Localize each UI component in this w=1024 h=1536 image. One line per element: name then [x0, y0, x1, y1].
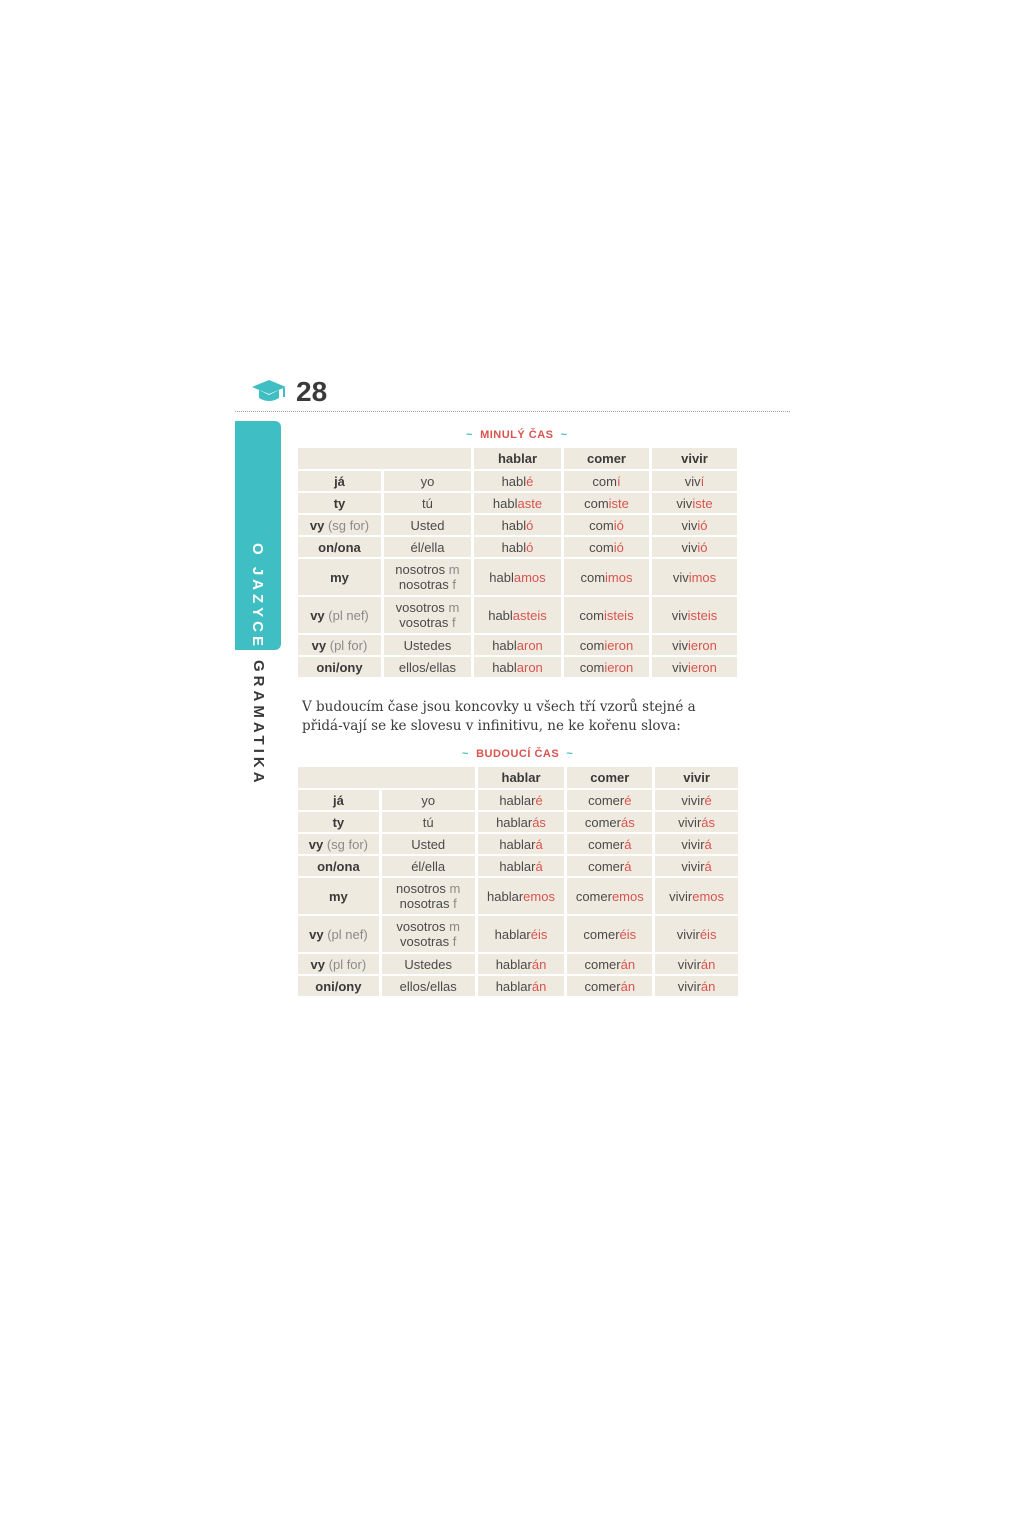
verb-stem: viv — [676, 495, 693, 511]
verb-ending: á — [624, 858, 632, 874]
spanish-pronoun: Usted — [411, 836, 446, 852]
verb-form-cell — [564, 493, 649, 513]
usage-note: (pl for) — [329, 637, 368, 653]
verb-form-cell — [655, 834, 738, 854]
verb-ending: ió — [697, 517, 708, 533]
czech-pronoun-cell — [298, 976, 379, 996]
verb-form-cell — [652, 635, 737, 655]
verb-form-cell — [564, 635, 649, 655]
table-row — [298, 976, 738, 996]
verb-ending: amos — [513, 569, 546, 585]
czech-pronoun-cell — [298, 856, 379, 876]
verb-ending: ió — [697, 539, 708, 555]
verb-ending: isteis — [687, 607, 718, 623]
verb-ending: aron — [516, 637, 543, 653]
table-row — [298, 916, 738, 952]
verb-form-cell — [567, 916, 652, 952]
gender-marker: f — [452, 577, 457, 592]
verb-form-cell — [474, 635, 561, 655]
spanish-pronoun: nosotras — [399, 896, 450, 911]
spanish-pronoun: él/ella — [410, 539, 445, 555]
spanish-pronoun-cell — [382, 916, 475, 952]
verb-stem: hablar — [495, 956, 532, 972]
verb-stem: com — [579, 637, 605, 653]
czech-pronoun: on/ona — [317, 858, 360, 874]
verb-stem: viv — [684, 473, 701, 489]
verb-form-cell — [652, 597, 737, 633]
spanish-pronoun: él/ella — [411, 858, 446, 874]
table-row — [298, 954, 738, 974]
verb-form-cell — [655, 856, 738, 876]
czech-pronoun: oni/ony — [315, 978, 362, 994]
verb-stem: vivir — [677, 978, 701, 994]
verb-stem: com — [589, 517, 614, 533]
table-row — [298, 790, 738, 810]
verb-ending: án — [620, 956, 636, 972]
graduation-cap-icon — [251, 378, 287, 404]
gender-marker: m — [449, 881, 461, 896]
czech-pronoun: vy — [310, 956, 326, 972]
czech-pronoun-cell — [298, 878, 379, 914]
verb-ending: ás — [620, 814, 635, 830]
table-row — [298, 812, 738, 832]
czech-pronoun-cell — [298, 954, 379, 974]
czech-pronoun: já — [332, 792, 344, 808]
spanish-pronoun-cell — [384, 515, 471, 535]
verb-stem: habl — [489, 569, 514, 585]
usage-note: (pl for) — [328, 956, 367, 972]
czech-pronoun: ty — [332, 814, 345, 830]
verb-header-cell: hablar — [474, 448, 561, 469]
verb-header-cell: vivir — [652, 448, 737, 469]
spanish-pronoun-cell — [384, 635, 471, 655]
verb-form-cell — [655, 916, 738, 952]
verb-form-cell — [655, 812, 738, 832]
verb-stem: habl — [501, 539, 527, 555]
spanish-pronoun-cell — [384, 597, 471, 633]
verb-stem: hablar — [499, 858, 536, 874]
verb-stem: com — [592, 473, 617, 489]
verb-ending: imos — [688, 569, 717, 585]
table-row — [298, 597, 737, 633]
verb-stem: viv — [671, 607, 688, 623]
verb-form-cell — [474, 597, 561, 633]
table-row — [298, 657, 737, 677]
verb-stem: comer — [584, 814, 621, 830]
gender-marker: f — [453, 896, 457, 911]
verb-stem: com — [584, 495, 609, 511]
spanish-pronoun: yo — [420, 473, 435, 489]
verb-form-cell — [567, 976, 652, 996]
verb-ending: ieron — [604, 637, 634, 653]
verb-stem: com — [579, 607, 604, 623]
verb-form-cell — [567, 856, 652, 876]
verb-header-cell: vivir — [655, 767, 738, 788]
spanish-pronoun-cell — [384, 471, 471, 491]
verb-form-cell — [564, 537, 649, 557]
spanish-pronoun-cell — [382, 954, 475, 974]
verb-ending: á — [535, 858, 543, 874]
czech-pronoun-cell — [298, 493, 381, 513]
verb-stem: viv — [672, 659, 688, 675]
verb-ending: éis — [699, 926, 717, 942]
czech-pronoun: já — [334, 473, 345, 489]
czech-pronoun-cell — [298, 790, 379, 810]
czech-pronoun-cell — [298, 657, 381, 677]
verb-ending: á — [535, 836, 543, 852]
verb-ending: í — [616, 473, 621, 489]
czech-pronoun-cell — [298, 597, 381, 633]
czech-pronoun-cell — [298, 834, 379, 854]
verb-form-cell — [478, 954, 565, 974]
verb-form-cell — [478, 812, 565, 832]
future-table-title: ~ BUDOUCÍ ČAS ~ — [462, 748, 574, 760]
verb-form-cell — [567, 834, 652, 854]
verb-stem: comer — [584, 978, 621, 994]
verb-ending: í — [700, 473, 705, 489]
spanish-pronoun: Ustedes — [403, 637, 452, 653]
verb-stem: comer — [588, 836, 625, 852]
verb-form-cell — [478, 878, 565, 914]
verb-ending: iste — [608, 495, 629, 511]
gender-marker: f — [452, 615, 456, 630]
verb-form-cell — [655, 878, 738, 914]
verb-stem: habl — [492, 659, 517, 675]
verb-stem: hablar — [499, 836, 536, 852]
verb-ending: éis — [619, 926, 637, 942]
table-row — [298, 471, 737, 491]
verb-stem: vivir — [681, 858, 705, 874]
future-tense-table — [295, 765, 741, 998]
spanish-pronoun: vosotros — [395, 600, 445, 615]
spanish-pronoun-cell — [384, 493, 471, 513]
verb-form-cell — [652, 537, 737, 557]
verb-ending: éis — [530, 926, 548, 942]
verb-ending: é — [526, 473, 534, 489]
verb-ending: ás — [532, 814, 546, 830]
verb-ending: ieron — [604, 659, 634, 675]
verb-form-cell — [655, 790, 738, 810]
verb-header-cell: comer — [564, 448, 649, 469]
czech-pronoun-cell — [298, 515, 381, 535]
verb-form-cell — [474, 493, 561, 513]
verb-ending: ieron — [687, 659, 717, 675]
verb-stem: comer — [583, 926, 620, 942]
spanish-pronoun-cell — [382, 812, 475, 832]
spanish-pronoun: Usted — [410, 517, 445, 533]
verb-ending: é — [704, 792, 712, 808]
verb-ending: ás — [701, 814, 716, 830]
verb-stem: vivir — [681, 836, 705, 852]
verb-form-cell — [478, 976, 565, 996]
table-header-row — [298, 448, 737, 469]
verb-header-cell: comer — [567, 767, 652, 788]
verb-form-cell — [478, 916, 565, 952]
verb-ending: aste — [517, 495, 543, 511]
verb-stem: hablar — [496, 814, 533, 830]
verb-stem: hablar — [487, 888, 524, 904]
verb-form-cell — [564, 597, 649, 633]
spanish-pronoun-cell — [382, 856, 475, 876]
czech-pronoun-cell — [298, 471, 381, 491]
verb-stem: viv — [672, 637, 688, 653]
header-empty-cell — [298, 448, 471, 469]
verb-ending: ieron — [687, 637, 717, 653]
verb-stem: com — [579, 659, 605, 675]
verb-form-cell — [567, 812, 652, 832]
verb-form-cell — [564, 657, 649, 677]
verb-stem: comer — [584, 956, 621, 972]
verb-form-cell — [652, 493, 737, 513]
spanish-pronoun: ellos/ellas — [399, 978, 457, 994]
verb-stem: hablar — [499, 792, 536, 808]
spanish-pronoun: nosotras — [398, 577, 449, 592]
section-tab-label: O JAZYCE — [249, 543, 266, 651]
czech-pronoun: vy — [309, 517, 325, 533]
verb-ending: emos — [523, 888, 555, 904]
czech-pronoun: on/ona — [318, 539, 361, 555]
verb-form-cell — [474, 537, 561, 557]
verb-ending: án — [700, 956, 716, 972]
czech-pronoun-cell — [298, 812, 379, 832]
verb-ending: isteis — [603, 607, 634, 623]
spanish-pronoun: tú — [422, 814, 434, 830]
verb-form-cell — [567, 878, 652, 914]
verb-form-cell — [564, 559, 649, 595]
verb-ending: án — [620, 978, 636, 994]
czech-pronoun: vy — [309, 926, 324, 942]
spanish-pronoun-cell — [384, 537, 471, 557]
verb-form-cell — [474, 515, 561, 535]
verb-stem: hablar — [495, 978, 532, 994]
table-row — [298, 834, 738, 854]
verb-ending: án — [531, 978, 547, 994]
verb-stem: hablar — [494, 926, 531, 942]
verb-stem: com — [580, 569, 606, 585]
verb-form-cell — [478, 834, 565, 854]
verb-stem: vivir — [677, 956, 701, 972]
verb-ending: á — [704, 858, 712, 874]
spanish-pronoun: nosotros — [396, 881, 446, 896]
header-rule — [235, 411, 790, 412]
czech-pronoun-cell — [298, 635, 381, 655]
czech-pronoun: vy — [308, 836, 324, 852]
verb-form-cell — [474, 471, 561, 491]
spanish-pronoun-cell — [382, 790, 475, 810]
verb-stem: habl — [492, 495, 518, 511]
verb-ending: é — [624, 792, 632, 808]
header-empty-cell — [298, 767, 475, 788]
verb-form-cell — [652, 657, 737, 677]
spanish-pronoun-cell — [382, 878, 475, 914]
usage-note: (pl nef) — [327, 926, 368, 942]
spanish-pronoun-cell — [382, 834, 475, 854]
verb-ending: án — [531, 956, 547, 972]
gender-marker: m — [448, 562, 460, 577]
spanish-pronoun: tú — [422, 495, 433, 511]
verb-ending: é — [535, 792, 543, 808]
verb-form-cell — [478, 790, 565, 810]
verb-ending: á — [624, 836, 632, 852]
verb-ending: emos — [692, 888, 725, 904]
usage-note: (sg for) — [326, 836, 368, 852]
past-tense-table — [295, 446, 740, 679]
spanish-pronoun-cell — [384, 657, 471, 677]
spanish-pronoun: nosotros — [395, 562, 446, 577]
verb-ending: aron — [516, 659, 543, 675]
verb-stem: viv — [681, 517, 698, 533]
table-row — [298, 493, 737, 513]
czech-pronoun: my — [330, 569, 349, 585]
czech-pronoun: ty — [333, 495, 346, 511]
verb-ending: ió — [613, 539, 624, 555]
verb-ending: iste — [692, 495, 713, 511]
verb-stem: comer — [588, 858, 625, 874]
verb-stem: viv — [672, 569, 689, 585]
verb-ending: ió — [613, 517, 624, 533]
czech-pronoun-cell — [298, 537, 381, 557]
spanish-pronoun: ellos/ellas — [398, 659, 457, 675]
future-intro-paragraph: V budoucím čase jsou koncovky u všech tří vzorů stejné a přidá-vají se ke slovesu v infinitivu, ne ke kořenu slova: — [302, 699, 696, 734]
verb-ending: án — [700, 978, 716, 994]
gender-marker: m — [449, 919, 460, 934]
table-row — [298, 878, 738, 914]
verb-stem: vivir — [681, 792, 705, 808]
verb-ending: emos — [611, 888, 644, 904]
verb-form-cell — [652, 515, 737, 535]
verb-ending: asteis — [512, 607, 547, 623]
spanish-pronoun: Ustedes — [404, 956, 453, 972]
gender-marker: f — [452, 934, 457, 949]
verb-stem: vivir — [669, 888, 693, 904]
spanish-pronoun-cell — [382, 976, 475, 996]
verb-stem: vivir — [678, 814, 702, 830]
czech-pronoun: my — [328, 888, 348, 904]
verb-stem: habl — [488, 607, 513, 623]
usage-note: (sg for) — [327, 517, 370, 533]
spanish-pronoun: vosotras — [399, 934, 450, 949]
verb-stem: com — [589, 539, 614, 555]
verb-ending: ó — [526, 517, 534, 533]
verb-stem: vivir — [676, 926, 700, 942]
verb-form-cell — [652, 559, 737, 595]
gender-marker: m — [448, 600, 460, 615]
verb-stem: habl — [501, 517, 527, 533]
czech-pronoun-cell — [298, 559, 381, 595]
verb-stem: habl — [501, 473, 527, 489]
verb-form-cell — [652, 471, 737, 491]
table-row — [298, 635, 737, 655]
spanish-pronoun: yo — [421, 792, 436, 808]
verb-header-cell: hablar — [478, 767, 565, 788]
subsection-tab-label: GRAMATIKA — [250, 660, 267, 787]
table-row — [298, 537, 737, 557]
verb-ending: ó — [526, 539, 534, 555]
verb-form-cell — [655, 976, 738, 996]
table-row — [298, 559, 737, 595]
czech-pronoun: vy — [310, 607, 325, 623]
table-header-row — [298, 767, 738, 788]
verb-form-cell — [478, 856, 565, 876]
verb-form-cell — [655, 954, 738, 974]
verb-form-cell — [474, 559, 561, 595]
table-row — [298, 515, 737, 535]
verb-form-cell — [564, 515, 649, 535]
czech-pronoun-cell — [298, 916, 379, 952]
spanish-pronoun: vosotros — [396, 919, 446, 934]
verb-stem: comer — [575, 888, 612, 904]
czech-pronoun: vy — [311, 637, 327, 653]
verb-form-cell — [474, 657, 561, 677]
verb-stem: habl — [492, 637, 517, 653]
verb-form-cell — [567, 954, 652, 974]
verb-stem: comer — [588, 792, 625, 808]
spanish-pronoun: vosotras — [399, 615, 449, 630]
verb-stem: viv — [681, 539, 698, 555]
table-row — [298, 856, 738, 876]
past-table-title: ~ MINULÝ ČAS ~ — [466, 429, 568, 441]
verb-form-cell — [564, 471, 649, 491]
verb-form-cell — [567, 790, 652, 810]
spanish-pronoun-cell — [384, 559, 471, 595]
verb-ending: á — [704, 836, 712, 852]
usage-note: (pl nef) — [328, 607, 369, 623]
verb-ending: imos — [605, 569, 633, 585]
czech-pronoun: oni/ony — [316, 659, 363, 675]
page-number: 28 — [296, 376, 328, 407]
